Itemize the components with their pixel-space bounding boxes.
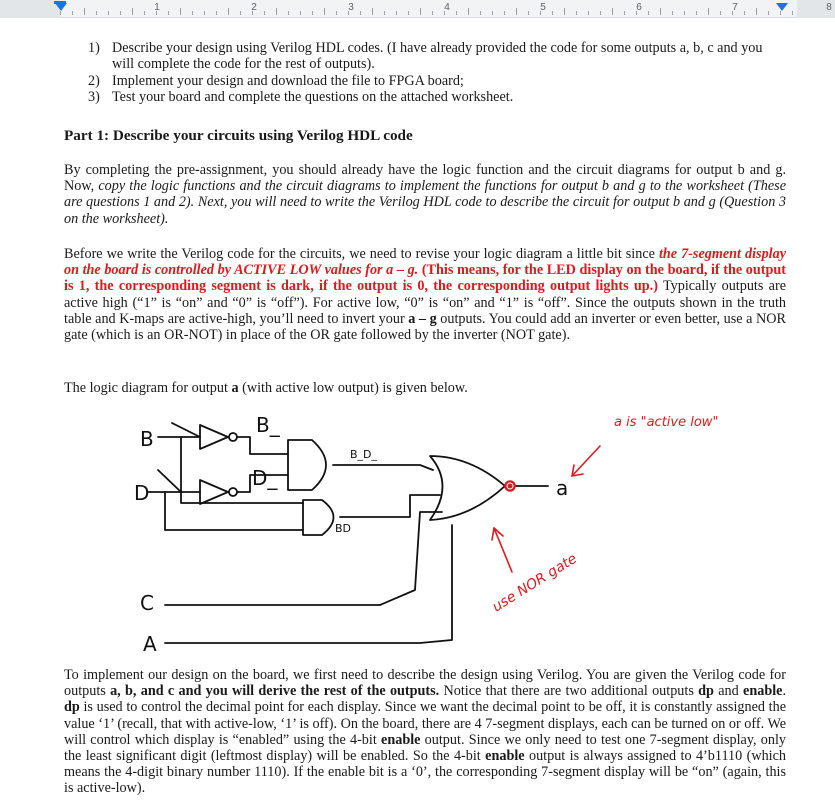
arrow-head-icon bbox=[572, 465, 583, 476]
arrow-head-icon bbox=[492, 528, 503, 540]
ruler-tick bbox=[192, 11, 193, 15]
ruler-tick bbox=[360, 11, 361, 15]
paragraph-text: Typically outputs are active high (“1” is “on” and “0” is “off”). For active low, “0” is “on” and “1” is “off”. Since the outputs shown in the truth table and K-maps are active-high, you’ll need to invert your bbox=[64, 278, 786, 327]
ruler-tick bbox=[696, 11, 697, 15]
right-indent-marker-icon[interactable] bbox=[776, 3, 788, 11]
list-item bbox=[88, 89, 786, 105]
horizontal-ruler[interactable] bbox=[0, 0, 835, 18]
paragraph-implementation bbox=[64, 667, 786, 797]
ruler-tick bbox=[420, 8, 421, 15]
wire-bbar bbox=[237, 437, 288, 454]
ruler-left-margin bbox=[0, 0, 60, 18]
ruler-tick bbox=[324, 8, 325, 15]
highlight-bold-text: (This means, for the LED display on the board, if the output is 1, the corresponding segment is dark, if the output is 0, the corresponding output lights up.) bbox=[64, 262, 786, 295]
ruler-number: 8 bbox=[826, 2, 832, 13]
paragraph-text: The logic diagram for output bbox=[64, 380, 232, 396]
label-dbar: D_ bbox=[252, 466, 278, 490]
ruler-tick bbox=[528, 11, 529, 15]
ruler-tick bbox=[624, 11, 625, 15]
paragraph-text: Notice that there are two additional outputs bbox=[439, 683, 699, 700]
ruler-tick bbox=[204, 11, 205, 15]
ruler-tick bbox=[372, 8, 373, 15]
note-active-low: a is "active low" bbox=[614, 415, 719, 430]
ruler-number: 2 bbox=[251, 2, 257, 13]
bold-text: dp bbox=[698, 683, 714, 700]
ruler-tick bbox=[480, 11, 481, 15]
list-item-text: Implement your design and download the file to FPGA board; bbox=[112, 72, 464, 89]
arrow-nor bbox=[494, 528, 512, 572]
ruler-tick bbox=[96, 11, 97, 15]
list-item bbox=[88, 40, 786, 73]
ruler-tick bbox=[576, 11, 577, 15]
ruler-tick bbox=[708, 8, 709, 15]
label-d: D bbox=[134, 481, 150, 505]
nor-bubble-ring bbox=[507, 483, 513, 489]
ruler-tick bbox=[492, 11, 493, 15]
wire-and1-out bbox=[333, 465, 433, 470]
nor-bubble bbox=[505, 481, 515, 491]
list-number: 3) bbox=[88, 89, 100, 106]
ruler-tick bbox=[720, 11, 721, 15]
bold-text: enable bbox=[381, 731, 421, 748]
ruler-tick bbox=[564, 8, 565, 15]
label-and2: BD bbox=[335, 522, 352, 535]
ruler-tick bbox=[648, 11, 649, 15]
wire-and2-out bbox=[340, 495, 440, 517]
ruler-tick bbox=[768, 11, 769, 15]
list-item bbox=[88, 73, 786, 89]
ruler-tick bbox=[600, 11, 601, 15]
wire-a bbox=[165, 525, 452, 643]
ruler-tick bbox=[108, 11, 109, 15]
ruler-tick bbox=[684, 11, 685, 15]
label-output-a: a bbox=[556, 476, 569, 500]
paragraph-text: Before we write the Verilog code for the circuits, we need to revise your logic diagram a little bit since bbox=[64, 246, 659, 262]
ruler-tick bbox=[516, 8, 517, 15]
not-bubble-b bbox=[229, 433, 237, 441]
ruler-tick bbox=[504, 11, 505, 15]
ruler-tick bbox=[384, 11, 385, 15]
not-gate-b bbox=[200, 425, 228, 449]
wire-b-tap bbox=[181, 437, 303, 503]
paragraph-diagram-intro bbox=[64, 380, 786, 396]
paragraph-text: and bbox=[713, 683, 744, 700]
ruler-number: 6 bbox=[636, 2, 642, 13]
bold-text: a, b, and c and you will derive the rest of the outputs. bbox=[110, 683, 440, 700]
left-indent-marker-icon[interactable] bbox=[55, 3, 67, 11]
ruler-tick bbox=[228, 8, 229, 15]
bold-text: dp bbox=[64, 699, 80, 716]
ruler-tick bbox=[288, 11, 289, 15]
task-list bbox=[88, 40, 786, 106]
part1-heading: Part 1: Describe your circuits using Verilog HDL code bbox=[64, 127, 413, 144]
ruler-tick bbox=[144, 11, 145, 15]
ruler-tick bbox=[336, 11, 337, 15]
bold-text: a – g bbox=[408, 310, 437, 327]
paragraph-text: . bbox=[782, 683, 786, 700]
ruler-tick bbox=[240, 11, 241, 15]
ruler-tick bbox=[744, 11, 745, 15]
wire-d-tap bbox=[165, 492, 303, 530]
highlight-italic-text: the 7-segment display on the board is controlled by ACTIVE LOW values for a – g. bbox=[64, 246, 786, 279]
bold-text: enable bbox=[485, 748, 525, 765]
ruler-tick bbox=[552, 11, 553, 15]
ruler-tick bbox=[456, 11, 457, 15]
wire-d-tick bbox=[158, 470, 181, 492]
ruler-tick bbox=[300, 11, 301, 15]
ruler-tick bbox=[660, 8, 661, 15]
ruler-tick bbox=[60, 11, 61, 15]
ruler-number: 5 bbox=[540, 2, 546, 13]
label-c: C bbox=[140, 591, 154, 615]
paragraph-text: (with active low output) is given below. bbox=[238, 380, 468, 396]
ruler-tick bbox=[780, 11, 781, 15]
paragraph-text: To implement our design on the board, we first need to describe the design using Verilog. You are given the Verilog code for outputs bbox=[64, 667, 786, 700]
ruler-tick bbox=[312, 11, 313, 15]
ruler-tick bbox=[168, 11, 169, 15]
and-gate-bbar-dbar bbox=[288, 440, 326, 490]
not-bubble-d bbox=[229, 488, 237, 496]
bold-text: a bbox=[231, 380, 239, 396]
ruler-number: 3 bbox=[348, 2, 354, 13]
ruler-tick bbox=[180, 8, 181, 15]
arrow-active-low bbox=[572, 446, 600, 476]
ruler-tick bbox=[612, 8, 613, 15]
list-item-text: Test your board and complete the questions on the attached worksheet. bbox=[112, 89, 514, 106]
list-item-text: Describe your design using Verilog HDL codes. (I have already provided the code for some outputs a, b, c and you will complete the code for the rest of outputs). bbox=[112, 40, 763, 73]
paragraph-active-low bbox=[64, 246, 786, 343]
list-number: 2) bbox=[88, 72, 100, 89]
ruler-tick bbox=[276, 8, 277, 15]
ruler-tick bbox=[792, 11, 793, 15]
paragraph-text: outputs. You could add an inverter or even better, use a NOR gate (which is an OR-NOT) in place of the OR gate followed by the inverter (NOT gate). bbox=[64, 310, 787, 344]
paragraph-text: output. Since we only need to test one 7-segment display, only the least significant digit (leftmost display) will be enabled. So the 4-bit bbox=[64, 731, 786, 765]
note-nor-gate: use NOR gate bbox=[489, 550, 580, 616]
ruler-tick bbox=[756, 8, 757, 15]
label-b: B bbox=[140, 427, 154, 451]
ruler-tick bbox=[120, 11, 121, 15]
ruler-tick bbox=[672, 11, 673, 15]
nor-gate bbox=[430, 456, 505, 520]
ruler-tick bbox=[588, 11, 589, 15]
paragraph-text: By completing the pre-assignment, you should already have the logic function and the circuit diagrams for output b and g. Now, bbox=[64, 162, 786, 195]
ruler-tick bbox=[84, 8, 85, 15]
ruler-number: 1 bbox=[154, 2, 160, 13]
bold-text: enable bbox=[743, 683, 783, 700]
ruler-tick bbox=[468, 8, 469, 15]
ruler-tick bbox=[72, 11, 73, 15]
wire-c bbox=[165, 512, 442, 605]
paragraph-text: is used to control the decimal point for each display. Since we want the decimal point to be off, it is constantly assigned the value ‘1’ (recall, that with active-low, ‘1’ is off). On the board, there are 4 7-segment displays, each can be turned on or off. We will control which display is “enabled” using the 4-bit bbox=[64, 699, 786, 748]
paragraph-italic-text: copy the logic functions and the circuit diagrams to implement the functions for output b and g to the worksheet (These are questions 1 and 2). Next, you will need to write the Verilog HDL code to describe the circuit for output b and g (Question 3 on the worksheet). bbox=[64, 178, 786, 227]
label-a: A bbox=[143, 632, 157, 656]
wire-dbar bbox=[237, 475, 288, 492]
paragraph-pre-assignment bbox=[64, 162, 786, 227]
ruler-tick bbox=[396, 11, 397, 15]
list-number: 1) bbox=[88, 40, 100, 56]
paragraph-text: output is always assigned to 4’b1110 (which means the 4-digit binary number 1110). If the enable bit is a ‘0’, the corresponding 7-segment display will be “on” (again, this is active-low). bbox=[64, 748, 786, 797]
ruler-tick bbox=[408, 11, 409, 15]
ruler-tick bbox=[132, 8, 133, 15]
ruler-tick bbox=[432, 11, 433, 15]
ruler-tick bbox=[216, 11, 217, 15]
ruler-number: 4 bbox=[444, 2, 450, 13]
wire-b-tick bbox=[172, 423, 200, 437]
label-bbar: B_ bbox=[256, 413, 280, 437]
label-and1: B_D_ bbox=[350, 448, 378, 461]
ruler-number: 7 bbox=[732, 2, 738, 13]
and-gate-bd bbox=[303, 500, 334, 535]
not-gate-d bbox=[200, 480, 228, 504]
ruler-tick bbox=[264, 11, 265, 15]
